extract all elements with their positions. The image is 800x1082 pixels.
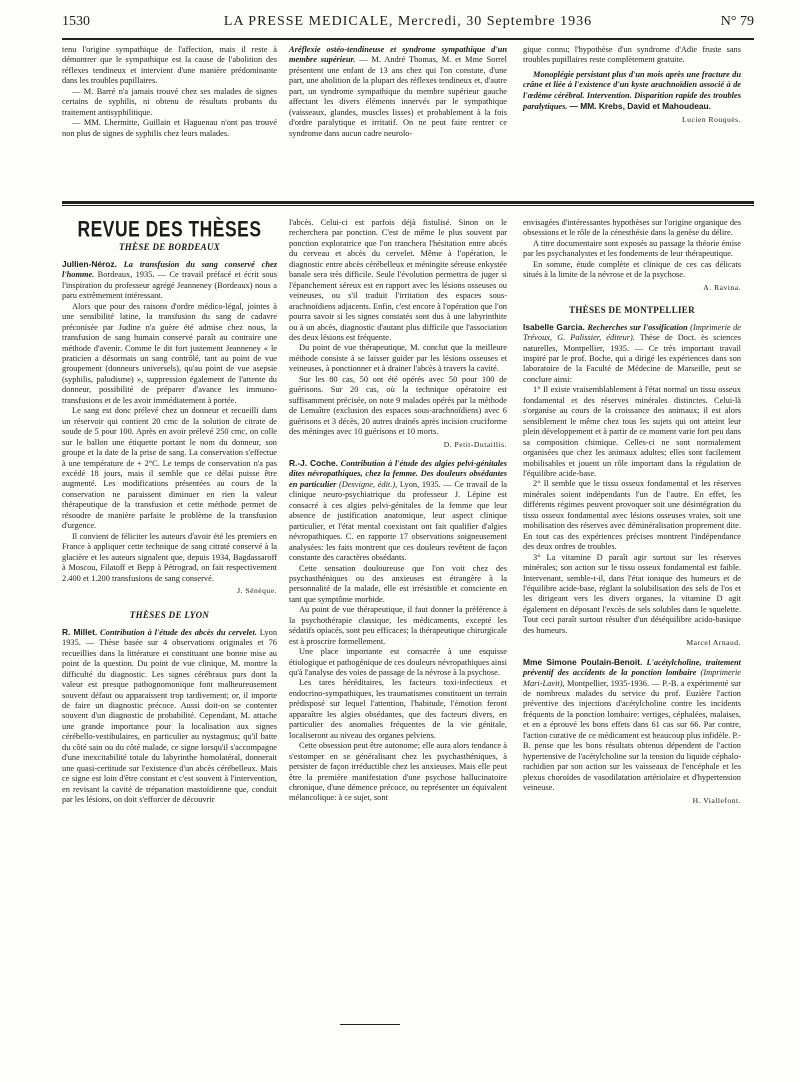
- review-paragraph: Le sang est donc prélevé chez un donneur et recueilli dans un réservoir qui contient 20 cmc de la solution de citrate de soude de 5 pour 100. Après en avoir prélevé 250 cmc, on colle sur le ballon une étiquette portant le nom du donneur, son groupe et la date de la prise de sang. La conservation s'effectue à une température de + 2°C. Le temps de conservation n'a pas excédé 18 jours, mais il semble que ce délai puisse être augmenté. Les modifications présentées au cours de la conservation ne paraissent diminuer en rien la valeur thérapeutique de la transfusion et cette méthode permet de résoudre de manière parfaite le problème de la transfusion d'urgence.: [62, 406, 277, 531]
- thesis-title: Contribution à l'étude des algies pelvi-génitales dites névropathiques, chez la femme. Des douleurs obsédantes en particulier: [289, 458, 508, 489]
- signature: H. Viallefont.: [692, 795, 741, 805]
- section-rule-thick: [62, 201, 754, 204]
- review-paragraph: Lyon, 1935. — Ce travail de la clinique neuro-psychiatrique du professeur J. Lépine est consacré à ces algies pelvi-génitales de la femme que leur absence de justification anatomique, leur aspect clinique particulier, et l'état mental coexistant ont fait qualifier d'algies névropathiques. C. en rapporte 17 observations soigneusement analysées: les faits montrent que ces douleurs revêtent de façon constante des caractères obsédants.: [289, 479, 507, 563]
- signature: D. Petit-Dutaillis.: [443, 439, 507, 449]
- review-paragraph: 1° Il existe vraisemblablement à l'état normal un tissu osseux fondamental et des réserves minérales distinctes. Celui-là s'organise au cours de la croissance des animaux; il est alors sensiblement le même chez tous les sujets qui ont atteint leur plein développement et à partir de ce moment varie fort peu dans sa composition chimique. Celles-ci ne sont normalement organisées que chez les animaux adultes; elles sont facilement mobilisables et jouent un rôle important dans la régulation de l'équilibre acide-base.: [523, 385, 741, 478]
- page-header: [62, 14, 754, 34]
- section-heading: REVUE DES THÈSES: [77, 216, 262, 242]
- thesis-publisher: (Desvigne, édit.),: [338, 479, 398, 489]
- review-paragraph: Cette sensation douloureuse que l'on voit chez des psychasthéniques ou des anxieuses est étrangère à la personnalité de la malade, elle est irrésistible et consciente en tant que symptôme morbide.: [289, 563, 507, 604]
- top-col1-paragraph-1: tenu l'origine sympathique de l'affection, mais il reste à démontrer que le sympathique est la cause de l'abolition des réflexes tendineux et intervient d'une manière prédominante dans les troubles pupillaires.: [62, 45, 277, 86]
- signature: A. Ravina.: [703, 282, 741, 292]
- review-paragraph: Sur les 80 cas, 50 ont été opérés avec 50 pour 100 de guérisons. Sur 20 cas, où la technique opératoire est suffisamment précisée, on note 9 malades opérés par la méthode de Lemaître (exclusion des espaces sous-arachnoïdiens) avec 6 guérisons et 3 décès, 20 autres drainés après incision cruciforme des méninges avec 10 guérisons et 10 morts.: [289, 374, 507, 437]
- review-paragraph: Bordeaux, 1935. — Ce travail préfacé et écrit sous l'inspiration du professeur agrégé Jeanneney (Bordeaux) nous a paru extrêmement intéressant.: [62, 270, 278, 301]
- communication-text: — M. André Thomas, M. et Mme Sorrel présentent une enfant de 13 ans chez qui l'on constate, d'une part, une abolition de la plupart des réflexes tendineux et, d'autre part, un syndrome sympathique du membre supérieur gauche affectant les divers éléments innervés par le sympathique (vaisseaux, glandes, muscles lisses) et probablement à la fois d'ordre paralytique et irritatif. On ne peut faire rentrer ce syndrome dans aucun cadre neurolo-: [289, 55, 507, 138]
- review-paragraph: Du point de vue thérapeutique, M. conclut que la meilleure méthode consiste à se laisser guider par les lésions osseuses et veineuses, à ponctionner et à drainer l'abcès à travers la cavité.: [289, 343, 507, 374]
- subsection-heading: THÈSE DE BORDEAUX: [118, 242, 221, 253]
- top-column-3: [523, 45, 741, 125]
- communication-title-2: Monoplégie persistant plus d'un mois après une fracture du crâne et liée à l'existence d'un kyste arachnoïdien associé à de l'œdème cérébral. Intervention. Disparition rapide des troubles paralytiques.: [523, 69, 741, 112]
- page-number: 1530: [62, 14, 90, 29]
- communication-authors-2: — MM. Krebs, David et Mahoudeau.: [569, 101, 711, 112]
- review-paragraph: l'abcès. Celui-ci est parfois déjà fistulisé. Sinon on le recherchera par ponction. C'est de même le plus souvent par ponction exploratrice que l'on tranchera l'hésitation entre abcès du cerveau et abcès du cervelet. Même à l'opération, le diagnostic entre abcès cérébelleux et méningite séreuse enkystée banale sera très difficile. Seule l'évolution permettra de juger si l'épanchement séreux est en rapport avec les lésions osseuses ou veineuses, ou s'il traduit l'irritation des espaces sous-arachnoïdiens adjacents. Enfin, c'est encore à l'opération que l'on pourra savoir si les signes constatés sont dus à une labyrinthite ou à un abcès, diagnostic d'autant plus difficile que l'association des deux lésions est fréquente.: [289, 218, 507, 342]
- top-column-2: [289, 45, 507, 139]
- thesis-author: R.-J. Coche.: [289, 457, 338, 468]
- subsection-heading: THÈSES DE MONTPELLIER: [569, 305, 695, 316]
- review-paragraph: A titre documentaire sont exposés au passage la théorie émise par les psychanalystes et les fondements de leur thérapeutique.: [523, 238, 741, 259]
- thesis-title: Contribution à l'étude des abcès du cervelet.: [100, 627, 257, 637]
- subsection-heading: THÈSES DE LYON: [129, 610, 210, 621]
- review-paragraph: Lyon 1935. — Thèse basée sur 4 observations originales et 76 recueillies dans la littérature et constituant une bonne mise au point de la question. Du point de vue clinique, M. montre la difficulté du diagnostic. Les signes cérébraux purs dont la valeur est presque pathognomonique font malheureusement souvent défaut ou apparaissent trop tardivement; or, il importe de faire un diagnostic précoce. Aussi doit-on se contenter souvent d'un diagnostic de probabilité. Cependant, M. attache une grande importance pour la localisation aux signes cérébello-vestibulaires, en particulier au nystagmus; qu'il batte du côté sain ou du côté malade, ce signe lorsqu'il s'accompagne d'une inexcitabilité totale du labyrinthe homolatéral, donnerait une quasi-certitude sur l'existence d'un abcès cérébelleux. Mais ce signe est loin d'être constant et c'est souvent à l'intervention, en revisant la cavité de trépanation mastoïdienne que, conduit par les lésions, on doit s'efforcer de découvrir: [62, 627, 278, 805]
- header-rule: [62, 38, 754, 40]
- review-paragraph: envisagées d'intéressantes hypothèses sur l'origine organique des obsessions et le rôle de la cénesthésie dans la genèse du délire.: [523, 218, 741, 238]
- communication-title: Aréflexie ostéo-tendineuse et syndrome sympathique d'un membre supérieur.: [289, 45, 507, 65]
- signature: Marcel Arnaud.: [686, 638, 741, 648]
- review-paragraph: 2° Il semble que le tissu osseux fondamental et les réserves minérales soient indépendants l'un de l'autre. En effet, les différents régimes peuvent provoquer soit une désintégration du tissu osseux fondamental avec lésions osseuses vraies, soit une mobilisation des réserves avec déminéralisation proprement dite. En tout cas des expériences précises montrent l'indépendance des deux ordres de troubles.: [523, 479, 741, 552]
- thesis-publisher: (Imprimerie Mari-Lavit),: [523, 668, 741, 688]
- review-paragraph: Montpellier, 1935-1936. — P.-B. a expérimenté sur de nombreux malades du service du prof. Euzière l'action préventive des injections d'acétylcholine contre les incidents fréquents de la ponction lombaire: vertiges, céphalées, malaises, et en a éprouvé les bons effets dans 61 cas sur 66. Par contre, l'action curative de ce médicament est beaucoup plus infidèle. P.-B. pense que les bons résultats obtenus dépendent de l'action hypertensive de l'acétylcholine sur la tension du liquide céphalo-rachidien par son action sur les vaisseaux de l'encéphale et les plexus choroïdes de vasodilatation artériolaire et d'hypertension veineuse.: [523, 678, 742, 793]
- thesis-title: L'acétylcholine, traitement préventif des accidents de la ponction lombaire: [523, 657, 741, 678]
- review-paragraph: 3° La vitamine D paraît agir surtout sur les réserves minérales; son action sur le tissu osseux fondamental est faible. Intervenant, semble-t-il, dans l'état ionique des humeurs et de l'équilibre acide-base, réglant la solubilisation des sels de l'os et les dirigeant vers les divers organes, la vitamine D agit également en déposant l'excès de sels solubles dans le squelette. Tout ceci paraît surtout résulter d'un déséquilibre acido-basique des humeurs.: [523, 552, 741, 635]
- top-column-1: [62, 45, 277, 139]
- thesis-author: R. Millet.: [62, 626, 98, 637]
- thesis-author: Jullien-Néroz.: [62, 258, 117, 269]
- journal-title: LA PRESSE MEDICALE, Mercredi, 30 Septembre 1936: [223, 14, 593, 29]
- thesis-publisher: (Imprimerie de Trévoux, G. Palissier, éditeur).: [523, 322, 742, 343]
- review-paragraph: Thèse de Doct. ès sciences naturelles, Montpellier, 1935. — Ce très important travail inspiré par le prof. Boche, qui a dirigé les expériences dans son laboratoire de la Faculté de Médecine de Marseille, peut se conclure ainsi:: [523, 333, 742, 384]
- top-col3-paragraph: gique connu; l'hypothèse d'un syndrome d'Adie fruste sans troubles pupillaires reste complètement gratuite.: [523, 45, 741, 65]
- review-paragraph: Alors que pour des raisons d'ordre médico-légal, jointes à une sensibilité latine, la transfusion du sang de cadavre préconisée par Judine n'a guère été admise chez nous, la transfusion de sang humain conservé paraît au contraire une méthode d'avenir. Comme le dit fort justement Jeanneney « le praticien a désormais un sang contrôlé, tant au point de vue groupement (donneurs universels), qu'au point de vue asepsie (syphilis, paludisme) », suppression également de l'attente du donneur, possibilité de préparer d'avance les immuno-transfusions et de les avoir immédiatement à portée.: [62, 301, 277, 405]
- revue-column-1: [62, 216, 278, 806]
- top-col1-paragraph-2: — M. Barré n'a jamais trouvé chez ses malades de signes certains de syphilis, ni obtenu de résultats probants du traitement antisyphilitique.: [62, 86, 277, 117]
- top-col1-paragraph-3: — MM. Lhermitte, Guillain et Haguenau n'ont pas trouvé non plus de signes de syphilis chez leurs malades.: [62, 118, 277, 138]
- review-paragraph: Les tares héréditaires, les facteurs toxi-infectieux et endocrino-sympathiques, les traumatismes constituent un terrain prédisposé sur lequel l'attention, l'habitude, l'émotion feront apparaître les algies obsédantes, que des facteurs divers, en particulier des anomalies fréquentes de la vie génitale, localiseront au niveau des organes pelviens.: [289, 678, 507, 740]
- signature: Lucien Rouquès.: [682, 114, 741, 124]
- review-paragraph: Au point de vue thérapeutique, il faut donner la préférence à la psychothérapie classique, les médicaments, excepté les sédatifs opiacés, sont peu efficaces; la thérapeutique chirurgicale est à proscrire formellement.: [289, 605, 507, 646]
- review-paragraph: Il convient de féliciter les auteurs d'avoir été les premiers en France à appliquer cette technique de sang citraté conservé à la glacière et les auteurs signalent que, depuis 1934, Bagdassaroff à Moscou, Filatoff et Bepp à Pétrograd, on fait respectivement 2.400 et 1.200 transfusions de sang conservé.: [62, 531, 277, 583]
- section-rule-thin: [62, 205, 754, 206]
- signature: J. Sénèque.: [237, 585, 277, 595]
- thesis-title: La transfusion du sang conservé chez l'homme.: [62, 259, 278, 280]
- review-paragraph: Cette obsession peut être autonome; elle aura alors tendance à s'estomper en se généralisant chez les psychasthéniques, à persister de façon irréductible chez les anxieuses. Mais elle peut être la première manifestation d'une psychose hallucinatoire chronique, d'une démence précoce, ou représenter un équivalent mélancolique: à ce sujet, sont: [289, 741, 507, 803]
- thesis-author: Isabelle Garcia.: [523, 321, 585, 332]
- issue-number: N° 79: [720, 14, 754, 29]
- review-paragraph: Une place importante est consacrée à une esquisse étiologique et pathogénique de ces douleurs névropathiques ainsi qu'à l'analyse des voies de passage de la névrose à la psychose.: [289, 647, 507, 678]
- review-paragraph: En somme, étude complète et clinique de ces cas délicats situés à la limite de la névrose et de la psychose.: [523, 259, 741, 280]
- revue-column-2: [289, 218, 507, 804]
- footer-rule: [340, 1024, 400, 1025]
- thesis-title: Recherches sur l'ossification: [587, 322, 688, 332]
- thesis-author: Mme Simone Poulain-Benoit.: [523, 656, 643, 667]
- revue-column-3: [523, 218, 741, 806]
